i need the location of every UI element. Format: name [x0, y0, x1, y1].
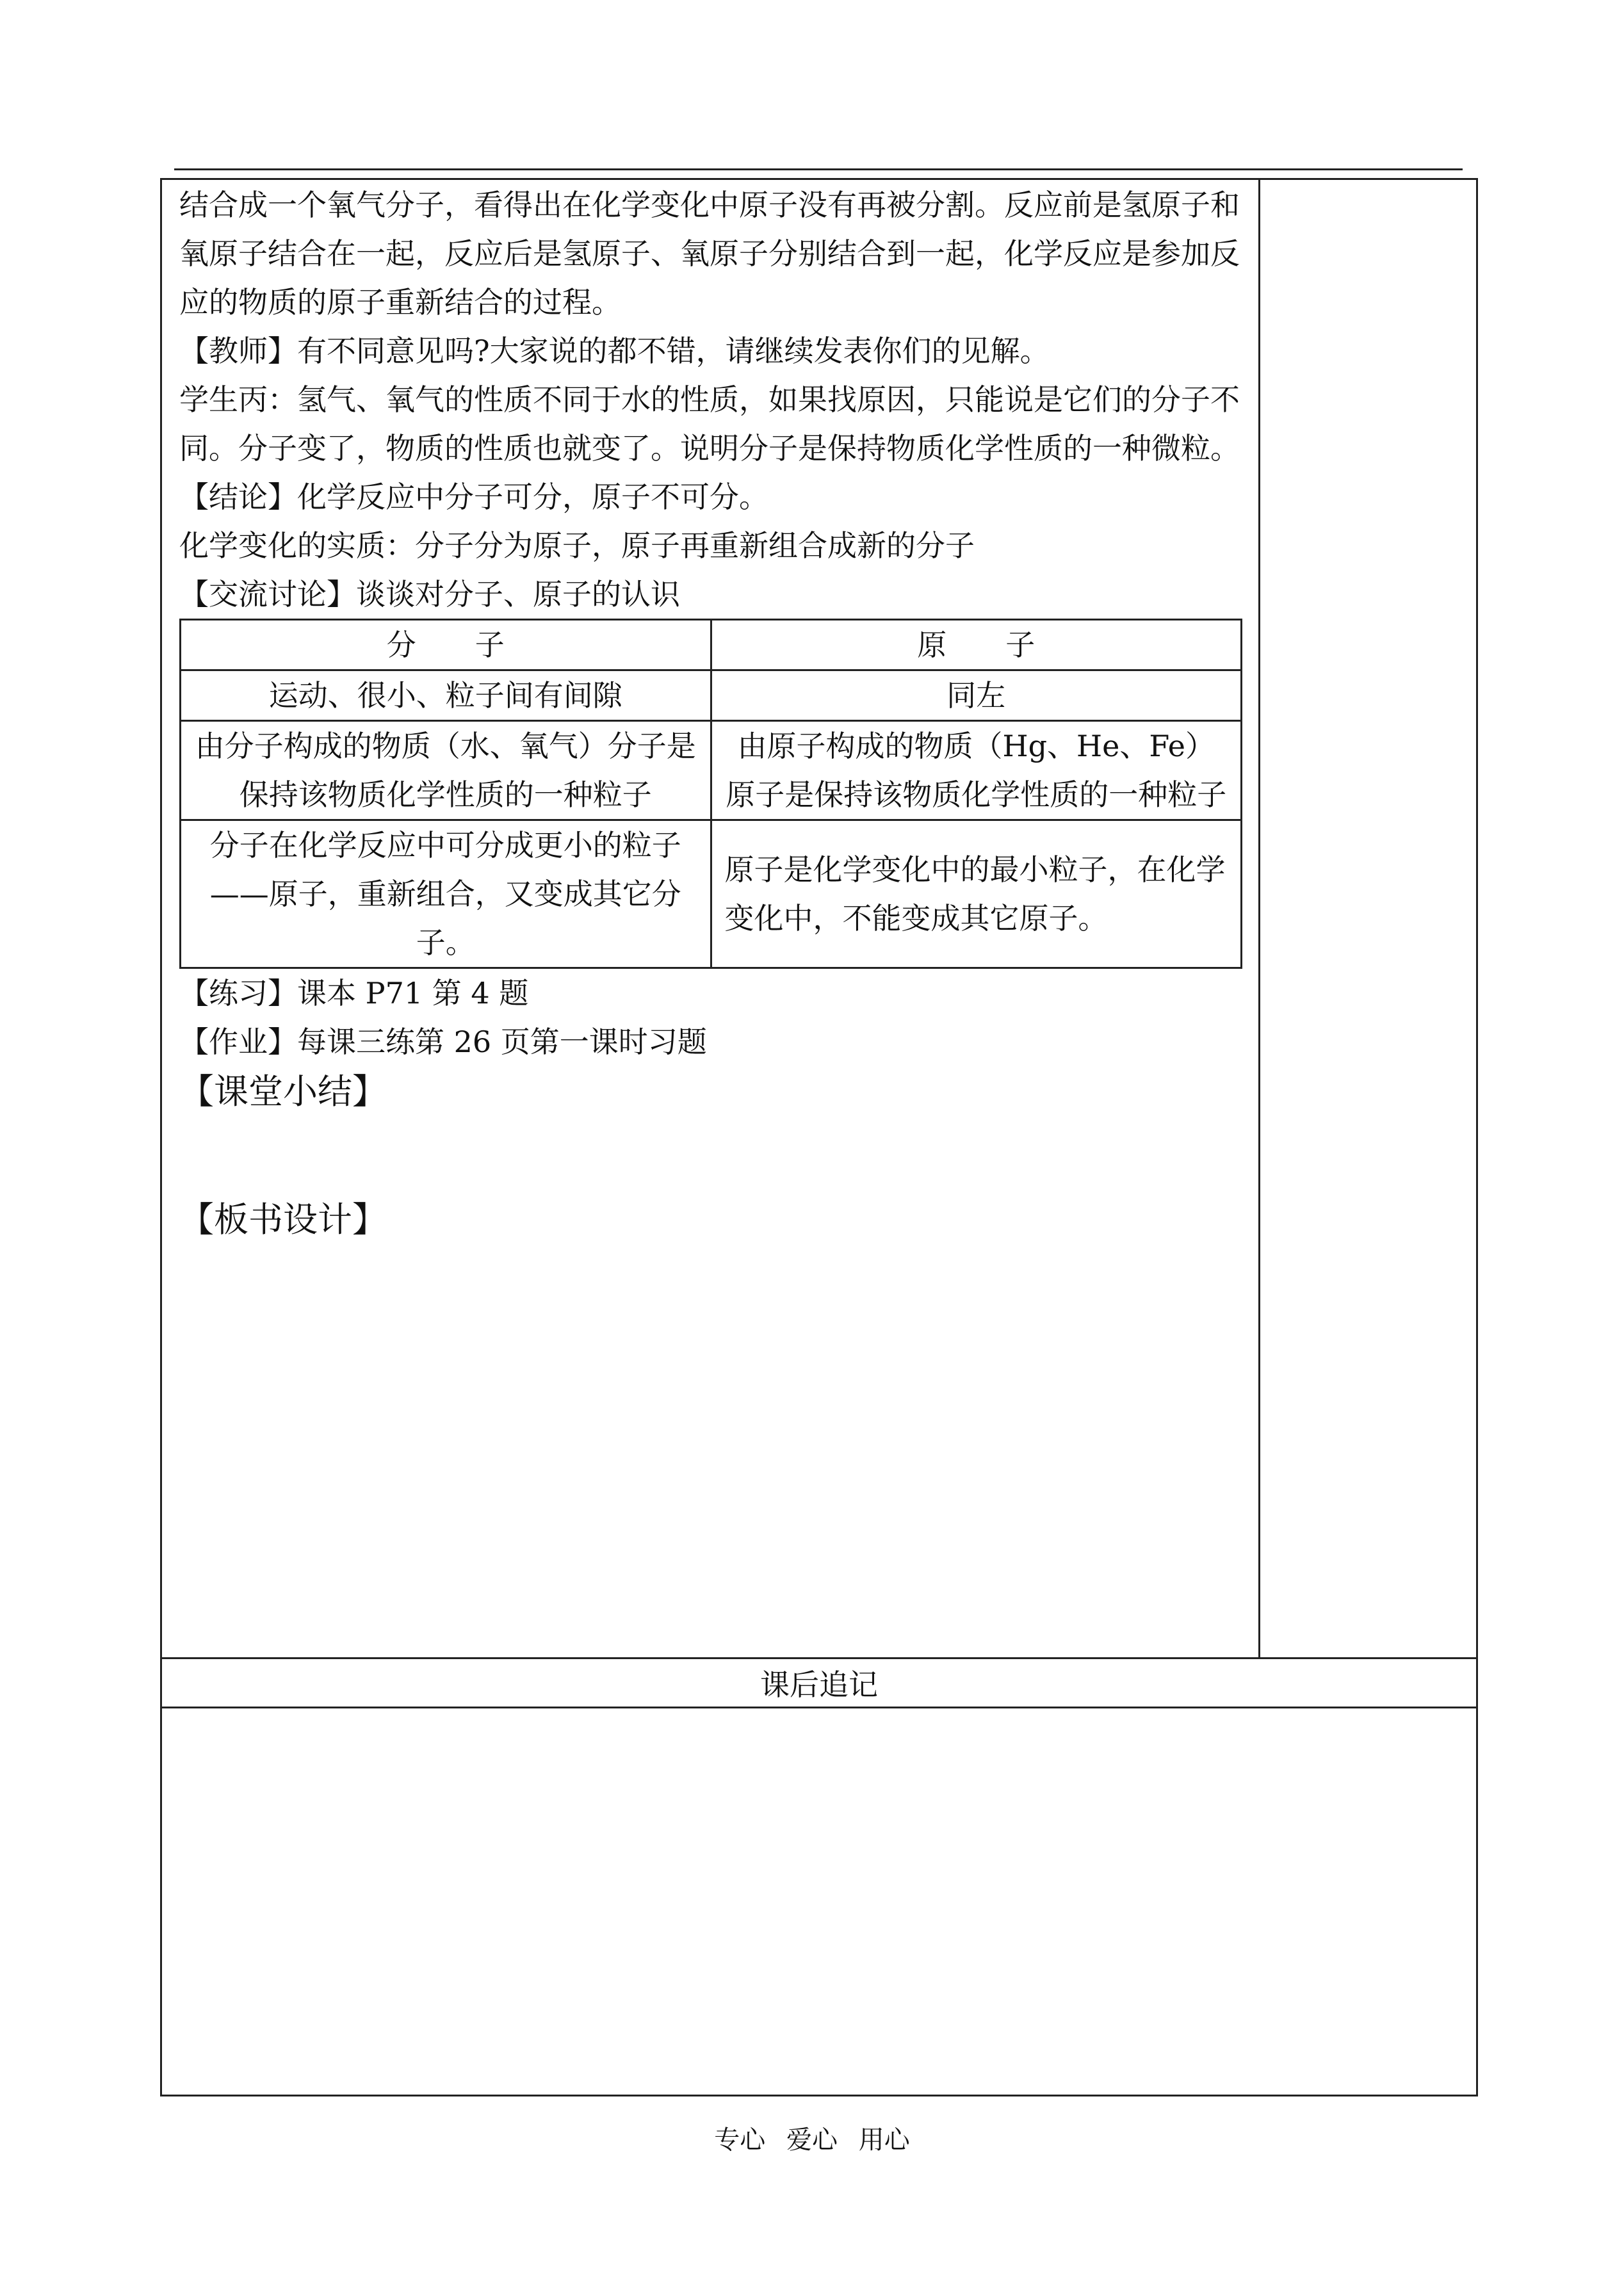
header-rule [174, 168, 1463, 170]
notes-column-divider [1258, 178, 1260, 1658]
cell-atom-1: 同左 [711, 670, 1242, 721]
cell-atom-3: 原子是化学变化中的最小粒子，在化学变化中，不能变成其它原子。 [711, 820, 1242, 968]
footer-word: 专心 [714, 2125, 766, 2155]
table-row [181, 670, 1242, 721]
after-class-bottom-rule [160, 1707, 1478, 1708]
paragraph-discussion: 【交流讨论】谈谈对分子、原子的认识 [179, 577, 680, 612]
footer-word: 爱心 [786, 2125, 838, 2155]
paragraph-reaction-explanation: 结合成一个氧气分子，看得出在化学变化中原子没有再被分割。反应前是氢原子和氧原子结合在一起，反应后是氢原子、氧原子分别结合到一起，化学反应是参加反应的物质的原子重新结合的过程。 [179, 188, 1240, 320]
section-class-summary: 【课堂小结】 [179, 1071, 387, 1112]
header-molecule: 分 子 [181, 620, 711, 670]
cell-molecule-1: 运动、很小、粒子间有间隙 [181, 670, 711, 721]
footer-word: 用心 [858, 2125, 910, 2155]
table-row [181, 820, 1242, 968]
paragraph-student-c: 学生丙：氢气、氧气的性质不同于水的性质，如果找原因，只能说是它们的分子不同。分子变了，物质的性质也就变了。说明分子是保持物质化学性质的一种微粒。 [179, 382, 1240, 466]
section-board-design: 【板书设计】 [179, 1199, 387, 1240]
paragraph-conclusion: 【结论】化学反应中分子可分，原子不可分。 [179, 480, 768, 514]
paragraph-teacher: 【教师】有不同意见吗?大家说的都不错，请继续发表你们的见解。 [179, 334, 1050, 368]
cell-atom-2: 由原子构成的物质（Hg、He、Fe）原子是保持该物质化学性质的一种粒子 [711, 721, 1242, 820]
header-atom: 原 子 [711, 620, 1242, 670]
molecule-atom-comparison-table [179, 619, 1242, 969]
paragraph-homework: 【作业】每课三练第 26 页第一课时习题 [179, 1025, 707, 1059]
cell-molecule-2: 由分子构成的物质（水、氧气）分子是保持该物质化学性质的一种粒子 [181, 721, 711, 820]
after-class-label: 课后追记 [760, 1667, 878, 1702]
table-row [181, 721, 1242, 820]
cell-molecule-3: 分子在化学反应中可分成更小的粒子——原子，重新组合，又变成其它分子。 [181, 820, 711, 968]
table-header-row [181, 620, 1242, 670]
lesson-content [179, 181, 1249, 1245]
paragraph-essence: 化学变化的实质：分子分为原子，原子再重新组合成新的分子 [179, 528, 975, 563]
paragraph-exercise: 【练习】课本 P71 第 4 题 [179, 976, 529, 1010]
page-footer [0, 2120, 1624, 2156]
